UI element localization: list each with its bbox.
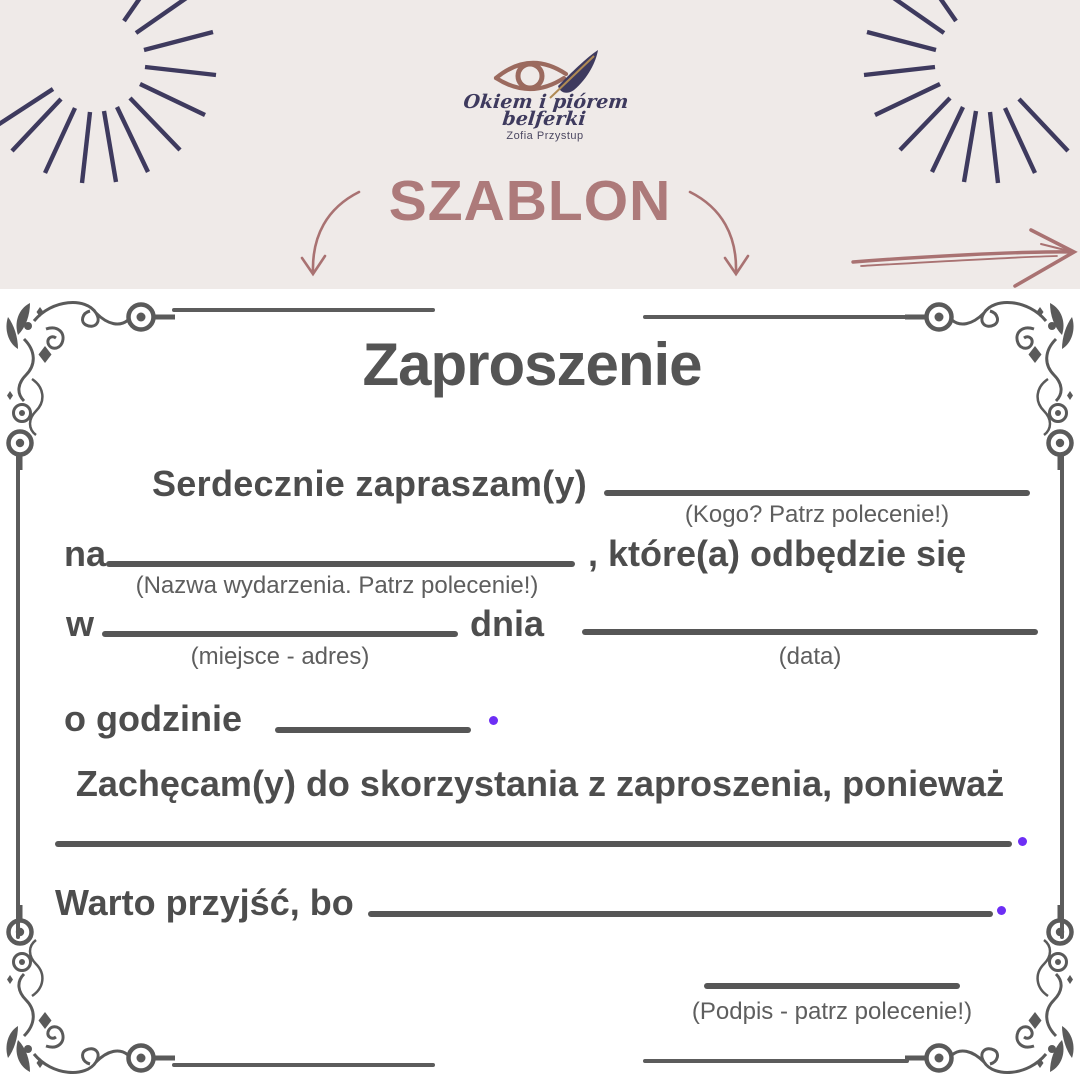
row5-text: Zachęcam(y) do skorzystania z zaproszenia, ponieważ <box>75 763 1005 804</box>
logo-script-text <box>388 91 702 130</box>
frame-top-right-line <box>643 315 909 319</box>
row1-hint: (Kogo? Patrz polecenie!) <box>684 501 950 528</box>
row7-blank-line <box>368 911 993 917</box>
row6-blank-line <box>55 841 1012 847</box>
long-arrow-right-icon <box>845 222 1080 290</box>
row3-hint-place: (miejsce - adres) <box>190 643 370 670</box>
curved-arrow-down-icon <box>295 182 375 287</box>
frame-bottom-right-line <box>643 1059 909 1063</box>
sunburst-icon <box>850 0 1080 195</box>
corner-flourish-icon <box>0 295 175 470</box>
row3-blank-date <box>582 629 1038 635</box>
logo-script-line1: Okiem i piórem <box>462 91 630 113</box>
frame-right-line <box>1060 452 1064 939</box>
row2-prefix: na <box>64 533 107 574</box>
sentence-period-dot <box>1018 837 1027 846</box>
corner-flourish-icon <box>0 905 175 1080</box>
signature-blank-line <box>704 983 960 989</box>
header-band <box>0 0 1080 289</box>
card-title: Zaproszenie <box>362 331 702 398</box>
row1-label: Serdecznie zapraszam(y) <box>152 463 588 504</box>
sentence-period-dot <box>489 716 498 725</box>
row2-suffix: , które(a) odbędzie się <box>588 533 967 574</box>
row3-hint-date: (data) <box>778 643 842 670</box>
row2-blank-line <box>106 561 575 567</box>
banner-title: SZABLON <box>388 169 672 233</box>
signature-hint: (Podpis - patrz polecenie!) <box>691 998 973 1025</box>
curved-arrow-down-icon <box>678 182 758 287</box>
corner-flourish-icon <box>905 295 1080 470</box>
corner-flourish-icon <box>905 905 1080 1080</box>
row1-blank-line <box>604 490 1030 496</box>
row3-prefix: w <box>66 603 95 644</box>
logo-byline: Zofia Przystup <box>506 130 584 142</box>
frame-left-line <box>16 452 20 939</box>
row2-hint: (Nazwa wydarzenia. Patrz polecenie!) <box>135 572 539 599</box>
sentence-period-dot <box>997 906 1006 915</box>
sunburst-icon <box>0 0 230 195</box>
row4-label: o godzinie <box>64 698 242 739</box>
logo-script-line2: belferki <box>501 108 587 130</box>
row3-mid-label: dnia <box>470 603 545 644</box>
frame-bottom-left-line <box>172 1063 435 1067</box>
row4-blank-line <box>275 727 471 733</box>
row7-label: Warto przyjść, bo <box>55 882 354 923</box>
frame-top-left-line <box>172 308 435 312</box>
row3-blank-place <box>102 631 458 637</box>
